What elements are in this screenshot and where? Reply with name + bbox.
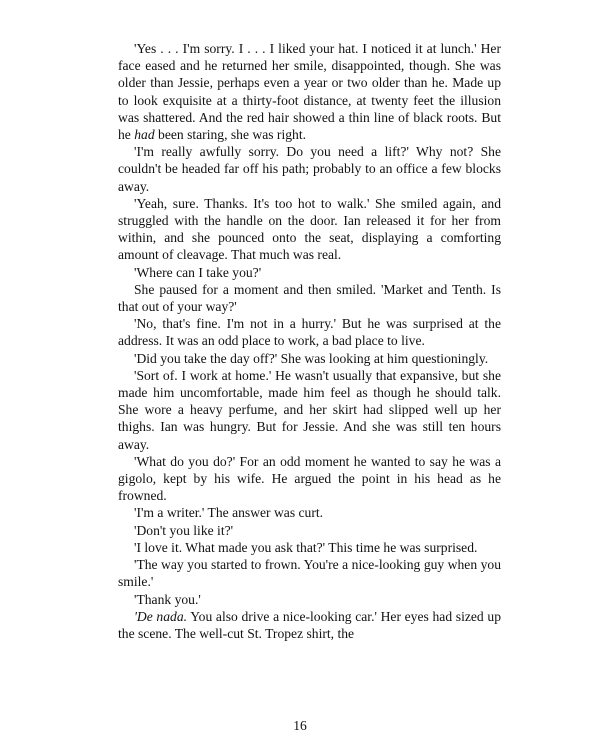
- text-run: been staring, she was right.: [154, 127, 307, 143]
- text-run: 'No, that's fine. I'm not in a hurry.' But he was surprised at the address. It was an odd place to work, a bad place to live.: [118, 316, 501, 349]
- paragraph: [118, 591, 501, 608]
- italic-text-run: had: [134, 127, 155, 143]
- text-run: 'Thank you.': [134, 591, 201, 607]
- italic-text-run: 'De nada.: [134, 608, 188, 624]
- text-run: 'Sort of. I work at home.' He wasn't usually that expansive, but she made him uncomfortable, made him feel as though he should talk. She wore a heavy perfume, and her skirt had slipped well up her thighs. Ian was hungry. But for Jessie. And she was still ten hours away.: [118, 367, 501, 452]
- text-run: 'Where can I take you?': [134, 264, 262, 280]
- text-run: 'Don't you like it?': [134, 522, 234, 538]
- paragraph: [118, 504, 501, 521]
- paragraph: [118, 143, 501, 195]
- paragraph: [118, 522, 501, 539]
- paragraph: [118, 40, 501, 143]
- text-run: 'I'm really awfully sorry. Do you need a lift?' Why not? She couldn't be headed far off his path; probably to an office a few blocks away.: [118, 144, 501, 194]
- paragraph: [118, 608, 501, 642]
- page-body: [118, 40, 501, 642]
- text-run: 'Did you take the day off?' She was looking at him questioningly.: [134, 350, 489, 366]
- paragraph: [118, 556, 501, 590]
- text-run: 'I love it. What made you ask that?' This time he was surprised.: [134, 539, 478, 555]
- text-run: 'Yeah, sure. Thanks. It's too hot to walk.' She smiled again, and struggled with the handle on the door. Ian released it for her from within, and she pounced onto the seat, displaying a comforting amount of cleavage. That much was real.: [118, 195, 501, 263]
- text-run: 'The way you started to frown. You're a nice-looking guy when you smile.': [118, 557, 501, 590]
- paragraph: [118, 281, 501, 315]
- paragraph: [118, 539, 501, 556]
- paragraph: [118, 264, 501, 281]
- paragraph: [118, 350, 501, 367]
- text-run: She paused for a moment and then smiled. 'Market and Tenth. Is that out of your way?': [118, 281, 501, 315]
- text-run: You also drive a nice-looking car.' Her eyes had sized up the scene. The well-cut St. Tropez shirt, the: [118, 608, 501, 641]
- text-run: 'I'm a writer.' The answer was curt.: [134, 505, 324, 521]
- paragraph: [118, 315, 501, 349]
- page-number: 16: [293, 718, 307, 733]
- text-run: 'What do you do?' For an odd moment he wanted to say he was a gigolo, kept by his wife. He argued the point in his head as he frowned.: [118, 453, 501, 504]
- paragraph: [118, 367, 501, 453]
- text-run: 'Yes . . . I'm sorry. I . . . I liked your hat. I noticed it at lunch.' Her face eased and he returned her smile, disappointed, though. She was older than Jessie, perhaps even a year or two older than he. Made up to look exquisite at a thirty-foot distance, at twenty feet the illusion was shattered. And the red hair showed a thin line of black roots. But he: [118, 41, 501, 143]
- paragraph: [118, 453, 501, 505]
- paragraph: [118, 195, 501, 264]
